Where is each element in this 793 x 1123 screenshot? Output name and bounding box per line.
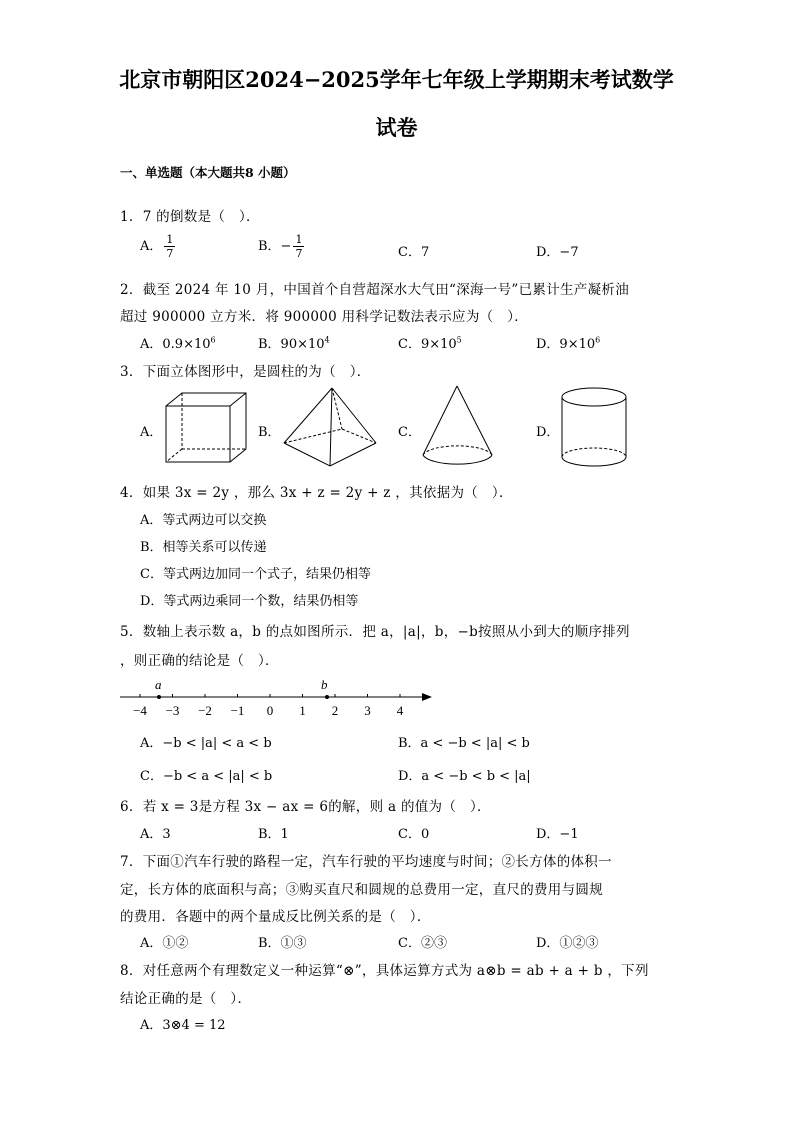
q1-option-b: B．− $\frac{1}{7}$ (258, 233, 303, 260)
axis-tick-label: −3 (165, 703, 180, 718)
question-6-stem: 6．若 x = 3是方程 3x − ax = 6的解，则 a 的值为（ ）． (120, 799, 491, 815)
question-4-stem: 4．如果 3x = 2y ，那么 3x + z = 2y + z ，其依据为（ ）． (120, 485, 513, 501)
q5-option-a: A．−b < |a| < a < b (140, 736, 272, 751)
question-3-stem: 3．下面立体图形中，是圆柱的为（ ）． (120, 364, 371, 380)
q3-option-b-label: B． (258, 425, 281, 440)
point-a (157, 695, 161, 699)
axis-tick-label: 1 (299, 703, 306, 718)
q1-option-a: A． $\frac{1}{7}$ (140, 233, 174, 260)
q6-option-c: C．0 (398, 827, 430, 842)
q1-option-d: D．−7 (536, 245, 579, 260)
q5-option-b: B．a < −b < |a| < b (398, 736, 530, 751)
q2-option-a: A．$0.9\times 10^6$ (140, 335, 216, 352)
cube-figure (162, 390, 250, 468)
q2-option-b: B．$90\times 10^4$ (258, 335, 330, 352)
q6-option-a: A．3 (140, 827, 171, 842)
q3-option-d-label: D． (536, 425, 560, 440)
q1-option-c: C．7 (398, 245, 430, 260)
number-line (118, 673, 438, 721)
q3-option-a-label: A． (140, 425, 163, 440)
q6-option-b: B．1 (258, 827, 289, 842)
q6-option-d: D．−1 (536, 827, 579, 842)
q5-option-d: D．a < −b < b < |a| (398, 769, 531, 784)
question-7-line2: 定，长方体的底面积与高；③购买直尺和圆规的总费用一定，直尺的费用与圆规 (120, 882, 603, 898)
question-1-stem: 1．7 的倒数是（ ）． (120, 209, 260, 225)
question-2-line2: 超过 900000 立方米．将 900000 用科学记数法表示应为（ ）． (120, 309, 529, 325)
point-b (325, 695, 329, 699)
question-5-line2: ，则正确的结论是（ ）． (120, 653, 279, 669)
question-8-line2: 结论正确的是（ ）． (120, 991, 252, 1007)
q7-option-d: D．①②③ (536, 936, 599, 951)
q2-option-c: C．$9\times 10^5$ (398, 335, 462, 352)
q4-option-a: A．等式两边可以交换 (140, 513, 267, 528)
point-a-label: a (155, 677, 162, 692)
q2-option-d: D．$9\times 10^6$ (536, 335, 601, 352)
page-title-line1: 北京市朝阳区2024−2025学年七年级上学期期末考试数学 (119, 67, 674, 92)
axis-tick-label: 0 (266, 703, 274, 718)
pyramid-figure (280, 385, 380, 470)
axis-tick-label: −2 (198, 703, 212, 718)
cone-figure (418, 383, 498, 473)
q7-option-c: C．②③ (398, 936, 447, 951)
q7-option-b: B．①③ (258, 936, 307, 951)
q3-option-c-label: C． (398, 425, 421, 440)
question-7-line3: 的费用．各题中的两个量成反比例关系的是（ ）． (120, 909, 431, 925)
cylinder-figure (556, 384, 632, 470)
axis-tick-label: 4 (396, 703, 404, 718)
question-8-line1: 8．对任意两个有理数定义一种运算“⊗”，具体运算方式为 a⊗b = ab + a + b ，下列 (120, 963, 649, 979)
number-line-arrow (422, 693, 432, 701)
question-7-line1: 7．下面①汽车行驶的路程一定，汽车行驶的平均速度与时间；②长方体的体积一 (120, 854, 612, 870)
axis-tick-label: 3 (364, 703, 371, 718)
q7-option-a: A．①② (140, 936, 189, 951)
q5-option-c: C．−b < a < |a| < b (140, 769, 273, 784)
q4-option-b: B．相等关系可以传递 (140, 540, 267, 555)
q8-option-a: A．3⊗4 = 12 (140, 1018, 226, 1033)
section-heading: 一、单选题（本大题共8 小题） (120, 165, 296, 180)
axis-tick-label: −1 (230, 703, 245, 718)
page-title-line2: 试卷 (375, 115, 418, 140)
q4-option-d: D．等式两边乘同一个数，结果仍相等 (140, 594, 359, 609)
question-2-line1: 2．截至 2024 年 10 月，中国首个自营超深水大气田“深海一号”已累计生产凝析油 (120, 282, 629, 298)
point-b-label: b (321, 677, 328, 692)
axis-tick-label: −4 (133, 703, 147, 718)
axis-tick-label: 2 (331, 703, 339, 718)
q4-option-c: C．等式两边加同一个式子，结果仍相等 (140, 567, 371, 582)
question-5-line1: 5．数轴上表示数 a，b 的点如图所示．把 a，|a|，b，−b按照从小到大的顺序排列 (120, 624, 630, 640)
